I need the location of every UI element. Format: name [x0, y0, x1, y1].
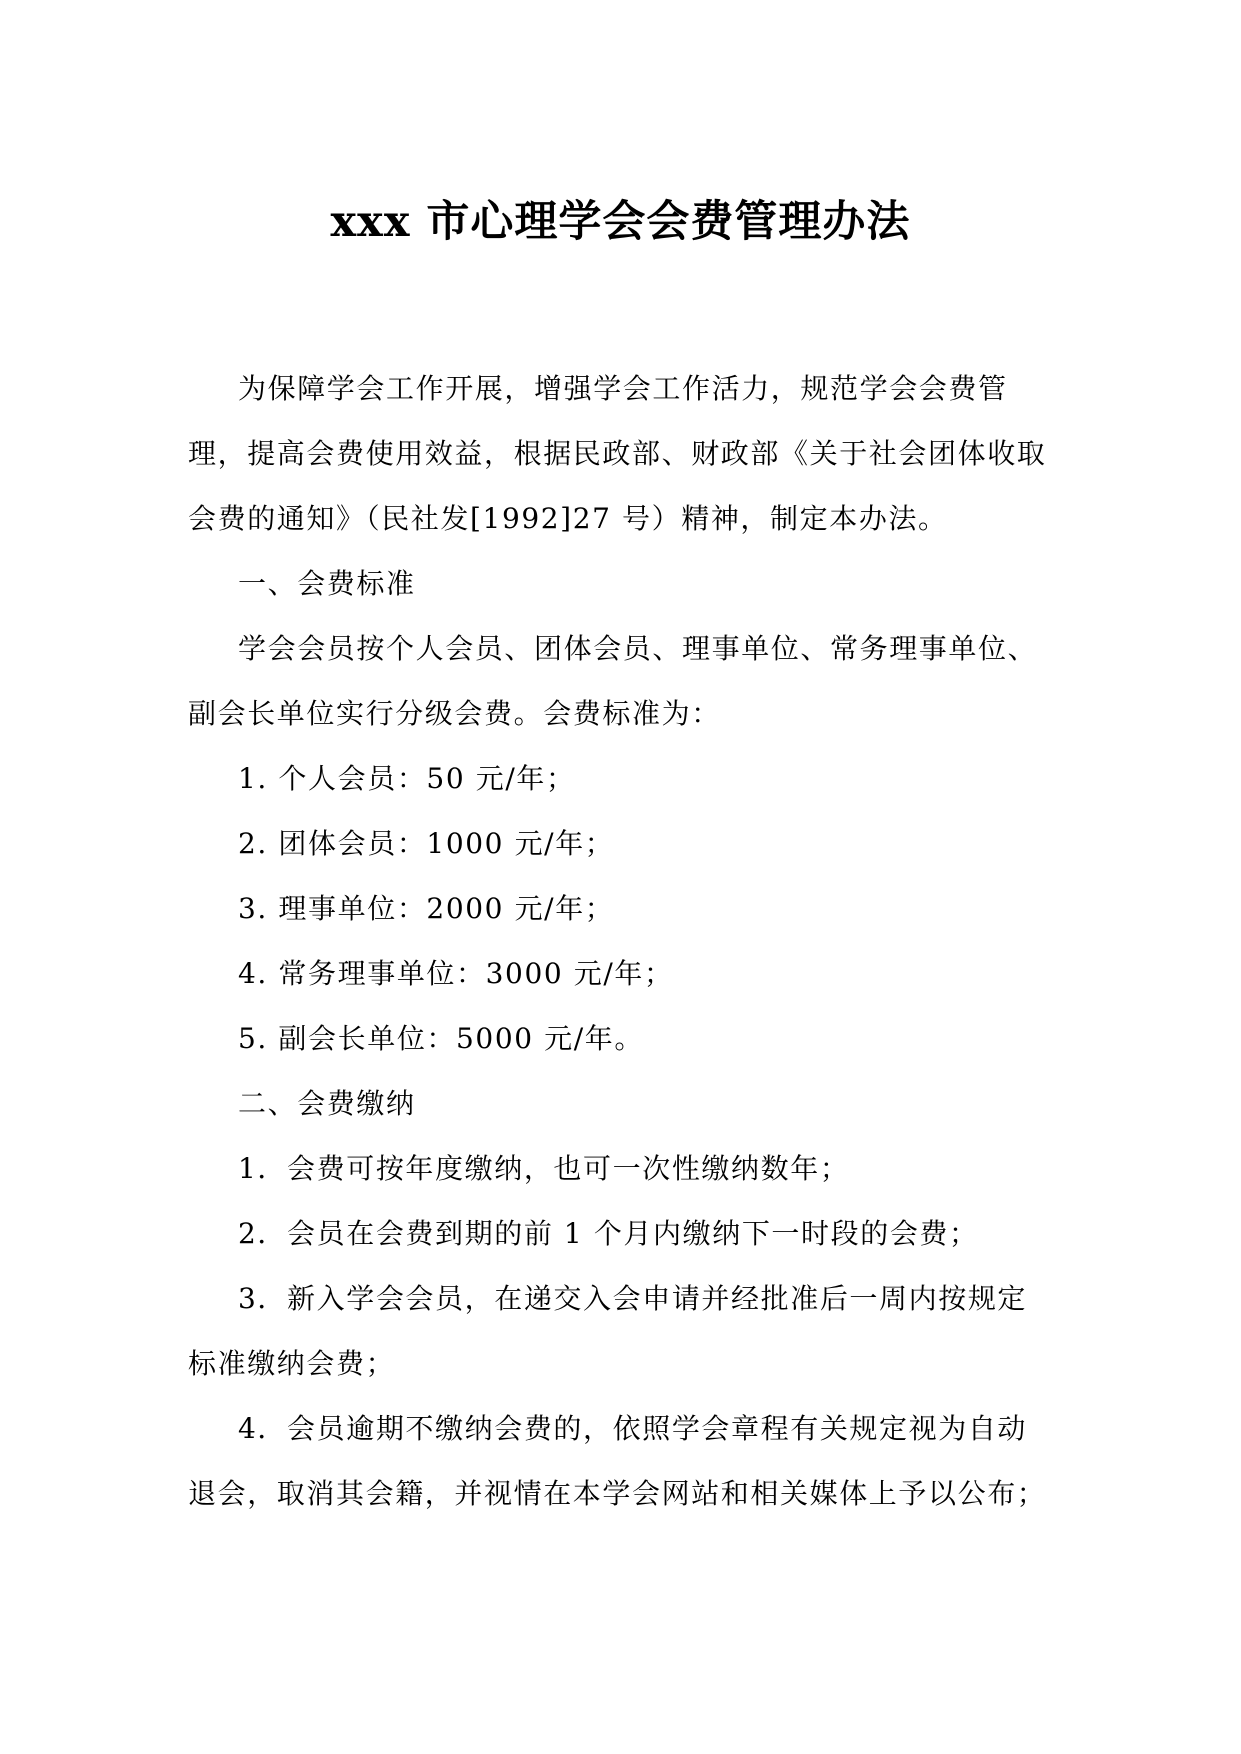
section-heading-fee-payment: 二、会费缴纳 [238, 1087, 416, 1120]
fee-item-individual: 1. 个人会员：50 元/年； [238, 762, 576, 795]
payment-rule-4: 4．会员逾期不缴纳会费的，依照学会章程有关规定视为自动退会，取消其会籍，并视情在本学会网站和相关媒体上予以公布； [188, 1412, 1047, 1510]
fee-item-group: 2. 团体会员：1000 元/年； [238, 827, 615, 860]
section-heading-fee-standard: 一、会费标准 [238, 567, 416, 600]
payment-rule-2: 2．会员在会费到期的前 1 个月内缴纳下一时段的会费； [238, 1217, 979, 1250]
fee-item-standing-council: 4. 常务理事单位：3000 元/年； [238, 957, 674, 990]
fee-item-council: 3. 理事单位：2000 元/年； [238, 892, 615, 925]
intro-paragraph: 为保障学会工作开展，增强学会工作活力，规范学会会费管理，提高会费使用效益，根据民政部、财政部《关于社会团体收取会费的通知》（民社发[1992]27 号）精神，制定本办法。 [188, 372, 1047, 535]
fee-item-vice-president: 5. 副会长单位：5000 元/年。 [238, 1022, 645, 1055]
payment-rule-3: 3．新入学会会员，在递交入会申请并经批准后一周内按规定标准缴纳会费； [188, 1282, 1028, 1380]
payment-rule-1: 1．会费可按年度缴纳，也可一次性缴纳数年； [238, 1152, 850, 1185]
document-body [188, 356, 1056, 1526]
page-title: xxx 市心理学会会费管理办法 [330, 197, 911, 247]
fee-standard-paragraph: 学会会员按个人会员、团体会员、理事单位、常务理事单位、副会长单位实行分级会费。会费标准为： [188, 632, 1038, 730]
